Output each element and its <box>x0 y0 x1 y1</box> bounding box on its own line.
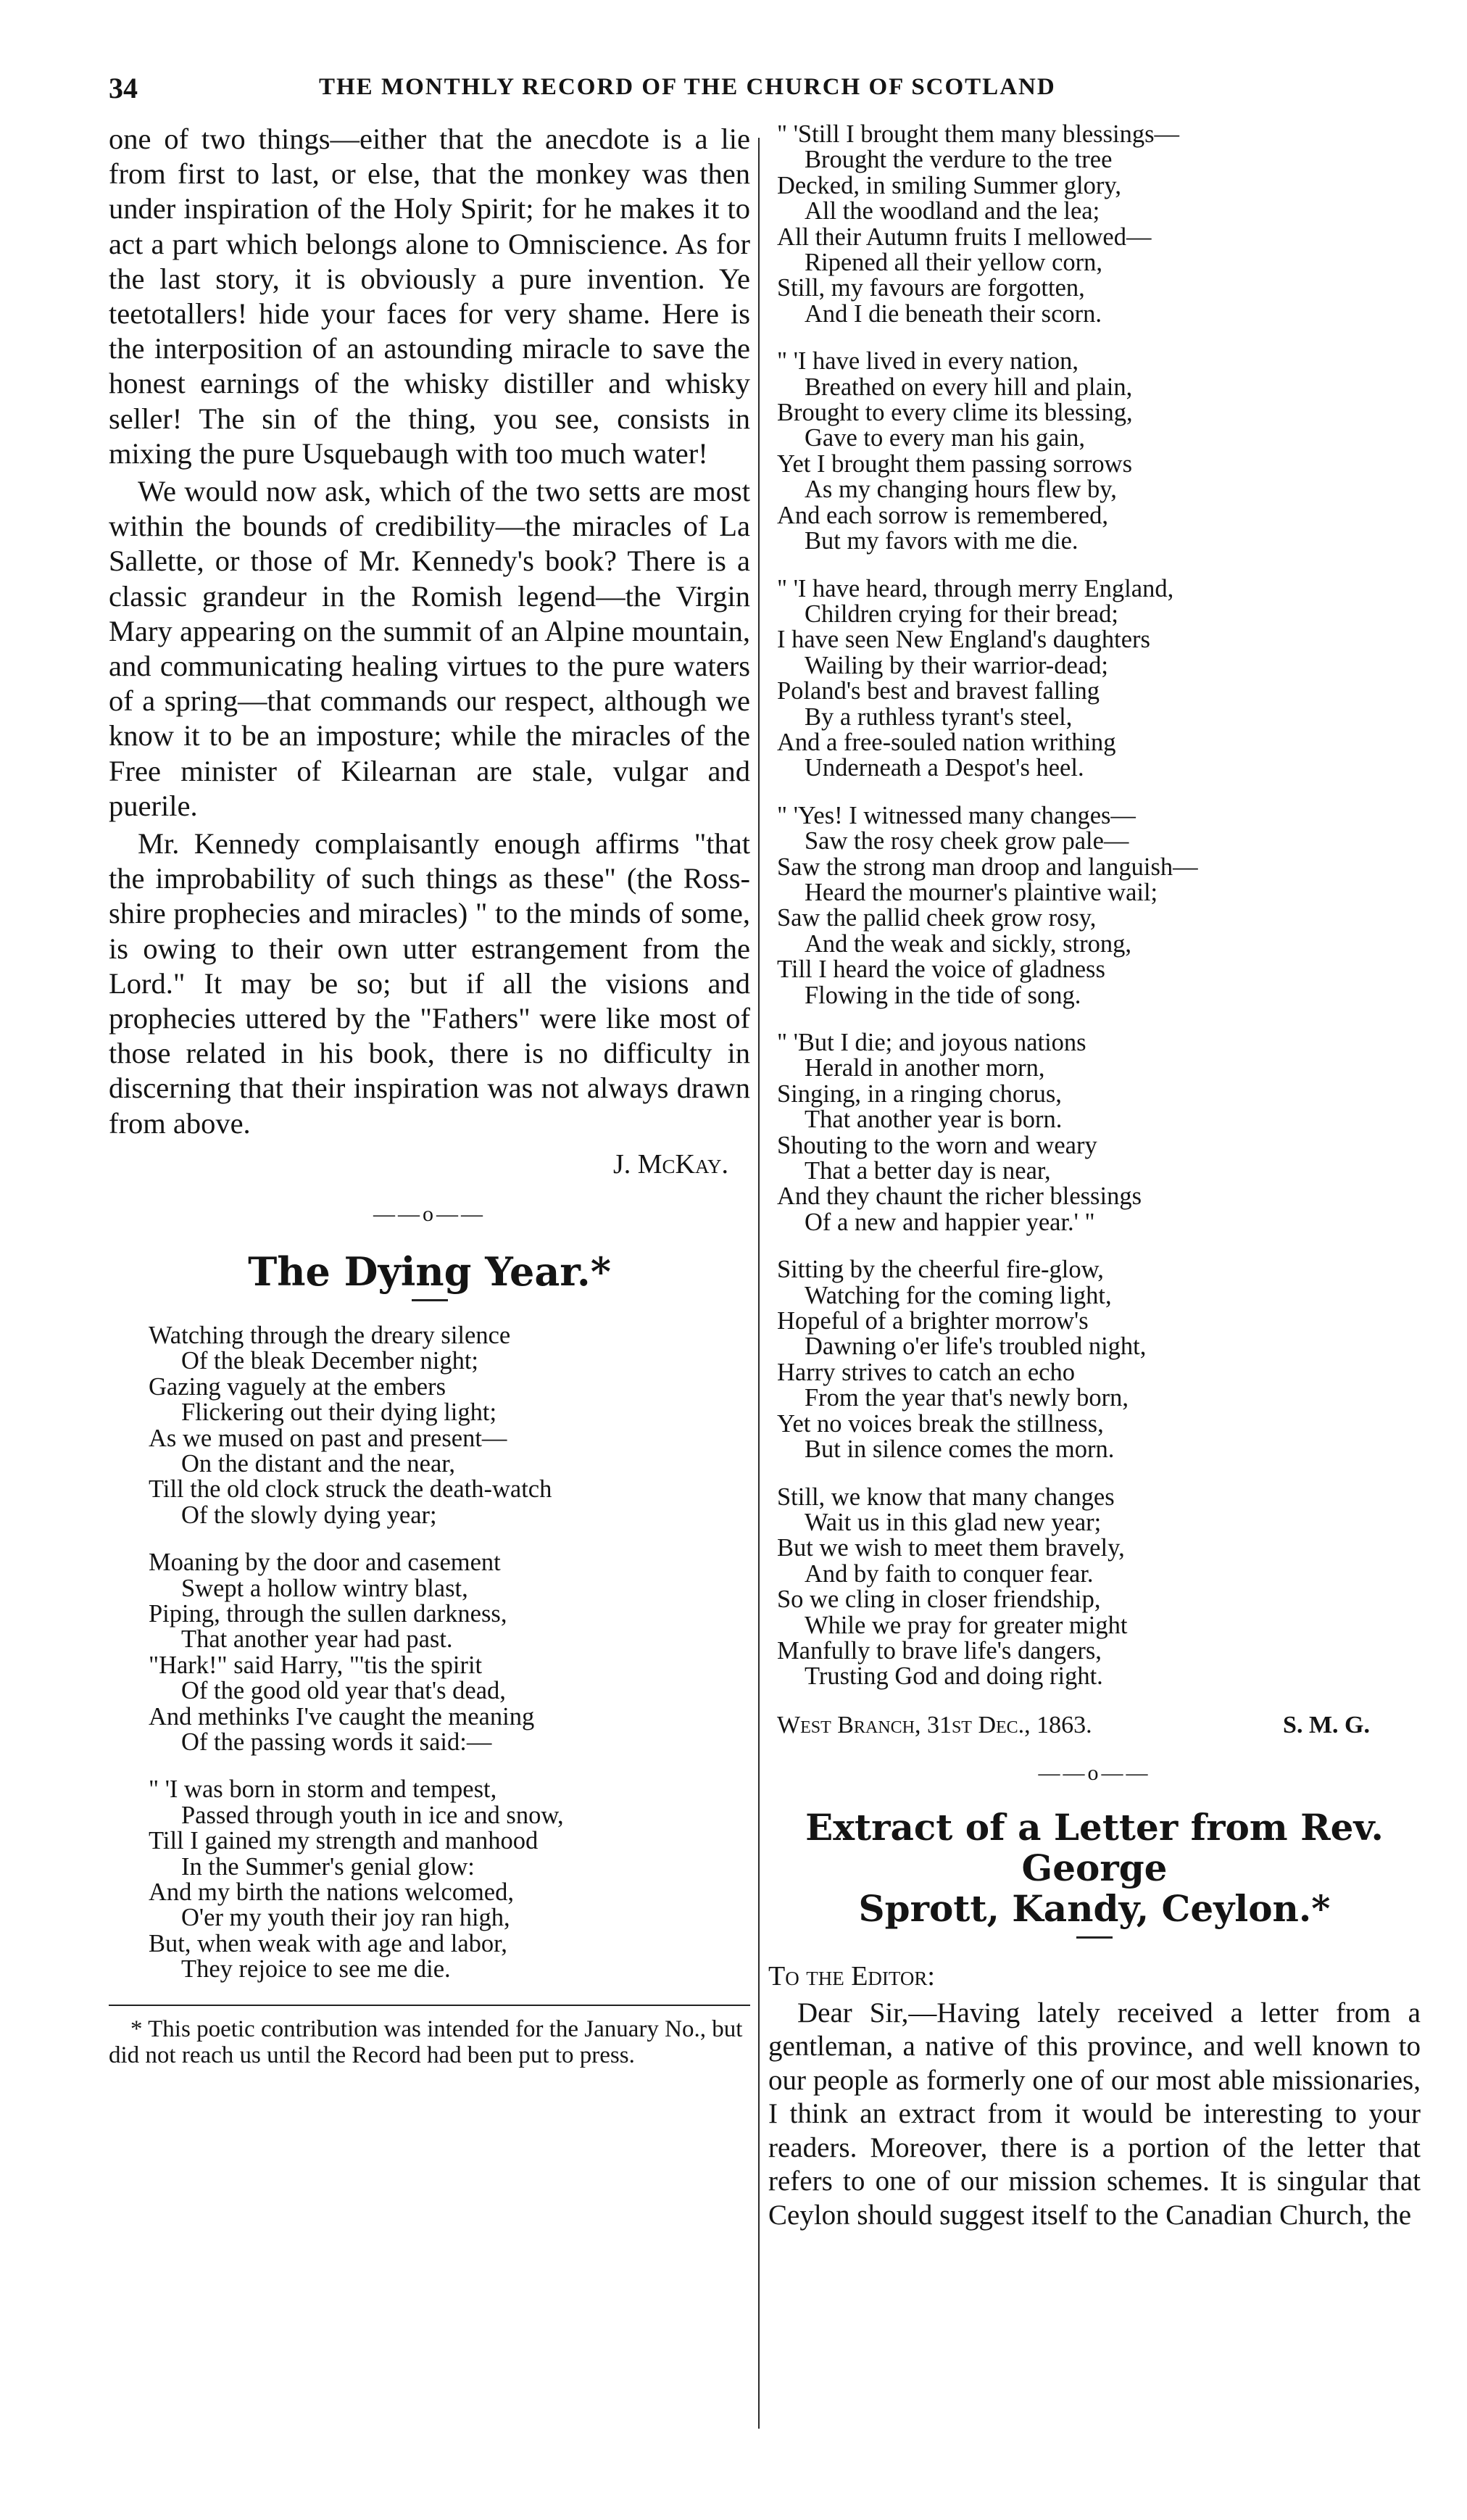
poem-stanza <box>109 1323 750 1528</box>
poem-line: Swept a hollow wintry blast, <box>181 1574 468 1602</box>
running-title: THE MONTHLY RECORD OF THE CHURCH OF SCOTLAND <box>319 74 1056 100</box>
article-title-line: Extract of a Letter from Rev. George <box>805 1805 1384 1889</box>
left-column <box>109 122 750 2068</box>
poem-line: And each sorrow is remembered, <box>777 501 1108 529</box>
poem-line: Gave to every man his gain, <box>805 424 1086 452</box>
poem-signature-place: West Branch, 31st Dec., 1863. <box>777 1711 1092 1738</box>
poem-line: Of the bleak December night; <box>181 1347 479 1375</box>
poem-line: Poland's best and bravest falling <box>777 677 1100 705</box>
poem-line: Manfully to brave life's dangers, <box>777 1636 1102 1665</box>
poem-line: Herald in another morn, <box>805 1054 1045 1082</box>
poem-line: Of the passing words it said:— <box>181 1728 492 1756</box>
poem-line: But we wish to meet them bravely, <box>777 1534 1125 1562</box>
poem-line: " 'But I die; and joyous nations <box>777 1029 1086 1056</box>
poem-stanza <box>768 1030 1421 1235</box>
poem-line: And my birth the nations welcomed, <box>149 1878 514 1907</box>
poem-line: But my favors with me die. <box>805 527 1079 555</box>
poem-line: While we pray for greater might <box>805 1611 1128 1639</box>
poem-signature <box>777 1712 1421 1739</box>
poem-title: The Dying Year.* <box>248 1248 611 1295</box>
footnote-rule <box>109 2005 750 2006</box>
poem-line: And by faith to conquer fear. <box>805 1559 1094 1588</box>
poem-line: Passed through youth in ice and snow, <box>181 1801 564 1829</box>
poem-line: Heard the mourner's plaintive wail; <box>805 878 1158 906</box>
page-header <box>109 71 1435 115</box>
poem-continuation <box>768 122 1421 1690</box>
poem-line: Of a new and happier year.' " <box>805 1208 1095 1236</box>
poem-line: By a ruthless tyrant's steel, <box>805 702 1073 731</box>
poem-line: Yet no voices break the stillness, <box>777 1409 1104 1438</box>
poem-stanza <box>109 1777 750 1982</box>
poem-line: Ripened all their yellow corn, <box>805 249 1103 277</box>
poem-line: Yet I brought them passing sorrows <box>777 449 1133 478</box>
poem-line: That a better day is near, <box>805 1157 1051 1185</box>
poem-line: Of the good old year that's dead, <box>181 1677 506 1705</box>
letter-extract <box>768 1997 1421 2233</box>
poem-line: And the weak and sickly, strong, <box>805 929 1131 958</box>
poem-line: As my changing hours flew by, <box>805 476 1117 504</box>
poem-line: Trusting God and doing right. <box>805 1662 1103 1691</box>
poem-line: Sitting by the cheerful fire-glow, <box>777 1256 1104 1284</box>
poem-line: Hopeful of a brighter morrow's <box>777 1307 1089 1335</box>
poem-line: In the Summer's genial glow: <box>181 1852 475 1881</box>
poem-line: Brought the verdure to the tree <box>805 146 1113 174</box>
poem-line: That another year is born. <box>805 1106 1063 1134</box>
section-ornament: ——o—— <box>373 1201 486 1226</box>
poem-line: Decked, in smiling Summer glory, <box>777 171 1121 199</box>
poem-line: Till the old clock struck the death-watch <box>149 1475 552 1504</box>
poem-line: And methinks I've caught the meaning <box>149 1702 535 1731</box>
poem-line: Moaning by the door and casement <box>149 1549 501 1577</box>
poem-line: Wait us in this glad new year; <box>805 1508 1102 1536</box>
right-column <box>768 122 1421 2235</box>
poem-line: " 'I have heard, through merry England, <box>777 574 1174 602</box>
poem-line: " 'I have lived in every nation, <box>777 347 1079 376</box>
poem-line: Saw the rosy cheek grow pale— <box>805 827 1129 855</box>
poem-line: They rejoice to see me die. <box>181 1955 451 1984</box>
article-title <box>768 1807 1421 1929</box>
article-continuation <box>109 122 750 1141</box>
title-rule <box>1076 1936 1113 1939</box>
poem-line: Wailing by their warrior-dead; <box>805 651 1109 679</box>
poem-line: As we mused on past and present— <box>149 1424 507 1452</box>
poem-line: Breathed on every hill and plain, <box>805 373 1133 401</box>
poem-stanza <box>768 1257 1421 1462</box>
title-rule <box>412 1299 448 1301</box>
poem-line: O'er my youth their joy ran high, <box>181 1904 510 1932</box>
poem-line: On the distant and the near, <box>181 1449 456 1477</box>
poem-line: Brought to every clime its blessing, <box>777 399 1133 427</box>
poem-line: Flowing in the tide of song. <box>805 981 1081 1009</box>
page-number: 34 <box>109 72 138 104</box>
poem-body <box>109 1323 750 1983</box>
poem-stanza <box>768 803 1421 1008</box>
poem-line: So we cling in closer friendship, <box>777 1586 1101 1614</box>
article-title-line: Sprott, Kandy, Ceylon.* <box>858 1886 1331 1930</box>
poem-line: Saw the pallid cheek grow rosy, <box>777 904 1097 932</box>
poem-line: Till I gained my strength and manhood <box>149 1827 539 1855</box>
section-ornament: ——o—— <box>1038 1760 1151 1785</box>
poem-line: Watching for the coming light, <box>805 1281 1112 1309</box>
poem-line: Till I heard the voice of gladness <box>777 956 1105 984</box>
poem-line: Dawning o'er life's troubled night, <box>805 1332 1147 1361</box>
author-signature: J. McKay. <box>612 1148 728 1180</box>
poem-line: Gazing vaguely at the embers <box>149 1372 446 1401</box>
poem-line: And a free-souled nation writhing <box>777 728 1116 756</box>
poem-line: Harry strives to catch an echo <box>777 1358 1075 1386</box>
poem-line: Flickering out their dying light; <box>181 1398 497 1427</box>
column-divider <box>758 138 760 2429</box>
poem-stanza <box>109 1550 750 1755</box>
poem-line: " 'Yes! I witnessed many changes— <box>777 801 1136 829</box>
poem-line: " 'I was born in storm and tempest, <box>149 1775 497 1804</box>
poem-line: All their Autumn fruits I mellowed— <box>777 223 1152 251</box>
poem-stanza <box>768 349 1421 554</box>
paragraph: Mr. Kennedy complaisantly enough affirms "that the improbability of such things as these" (the Ross-shire prophecies and miracles) " to the minds of some, is owing to their own utter estrangement from the Lord." It may be so; but if all the visions and prophecies uttered by the "Fathers" were like most of those related in his book, there is no difficulty in discerning that their inspiration was not always drawn from above. <box>109 827 750 1140</box>
poem-stanza <box>768 1485 1421 1690</box>
poem-line: Underneath a Despot's heel. <box>805 754 1084 782</box>
poem-line: But in silence comes the morn. <box>805 1435 1115 1464</box>
poem-stanza <box>768 122 1421 327</box>
poem-line: But, when weak with age and labor, <box>149 1929 507 1957</box>
paragraph: one of two things—either that the anecdote is a lie from first to last, or else, that the monkey was then under inspiration of the Holy Spirit; for he makes it to act a part which belongs alone to Omniscience. As for the last story, it is obviously a pure invention. Ye teetotallers! hide your faces for very shame. Here is the interposition of an astounding miracle to save the honest earnings of the whisky distiller and whisky seller! The sin of the thing, you see, consists in mixing the pure Usquebaugh with too much water! <box>109 123 750 470</box>
poem-line: Saw the strong man droop and languish— <box>777 853 1198 881</box>
poem-line: That another year had past. <box>181 1625 453 1654</box>
poem-signature-initials: S. M. G. <box>1283 1711 1370 1738</box>
poem-line: Piping, through the sullen darkness, <box>149 1599 507 1628</box>
paragraph: Dear Sir,—Having lately received a letter from a gentleman, a native of this province, and well known to our people as formerly one of our most able missionaries, I think an extract from it would be interesting to your readers. Moreover, there is a portion of the letter that refers to one of our mission schemes. It is singular that Ceylon should suggest itself to the Canadian Church, the <box>768 1997 1421 2231</box>
poem-line: Watching through the dreary silence <box>149 1321 511 1349</box>
poem-line: "Hark!" said Harry, "'tis the spirit <box>149 1651 483 1679</box>
poem-line: And they chaunt the richer blessings <box>777 1182 1142 1211</box>
poem-line: All the woodland and the lea; <box>805 197 1100 225</box>
salutation: To the Editor: <box>768 1960 935 1991</box>
footnote: * This poetic contribution was intended for the January No., but did not reach us until the Record had been put to press. <box>109 2015 743 2068</box>
poem-line: Of the slowly dying year; <box>181 1501 437 1529</box>
poem-line: Children crying for their bread; <box>805 600 1119 628</box>
poem-line: Still, my favours are forgotten, <box>777 274 1085 302</box>
poem-line: And I die beneath their scorn. <box>805 299 1102 328</box>
poem-line: Shouting to the worn and weary <box>777 1131 1097 1159</box>
poem-line: I have seen New England's daughters <box>777 626 1150 654</box>
poem-line: " 'Still I brought them many blessings— <box>777 120 1180 148</box>
paragraph: We would now ask, which of the two setts are most within the bounds of credibility—the miracles of La Sallette, or those of Mr. Kennedy's book? There is a classic grandeur in the Romish legend—the Virgin Mary appearing on the summit of an Alpine mountain, and communicating healing virtues to the pure waters of a spring—that commands our respect, although we know it to be an imposture; while the miracles of the Free minister of Kilearnan are stale, vulgar and puerile. <box>109 475 750 822</box>
poem-line: Still, we know that many changes <box>777 1483 1115 1511</box>
poem-stanza <box>768 576 1421 782</box>
poem-line: From the year that's newly born, <box>805 1384 1129 1412</box>
poem-line: Singing, in a ringing chorus, <box>777 1079 1062 1108</box>
